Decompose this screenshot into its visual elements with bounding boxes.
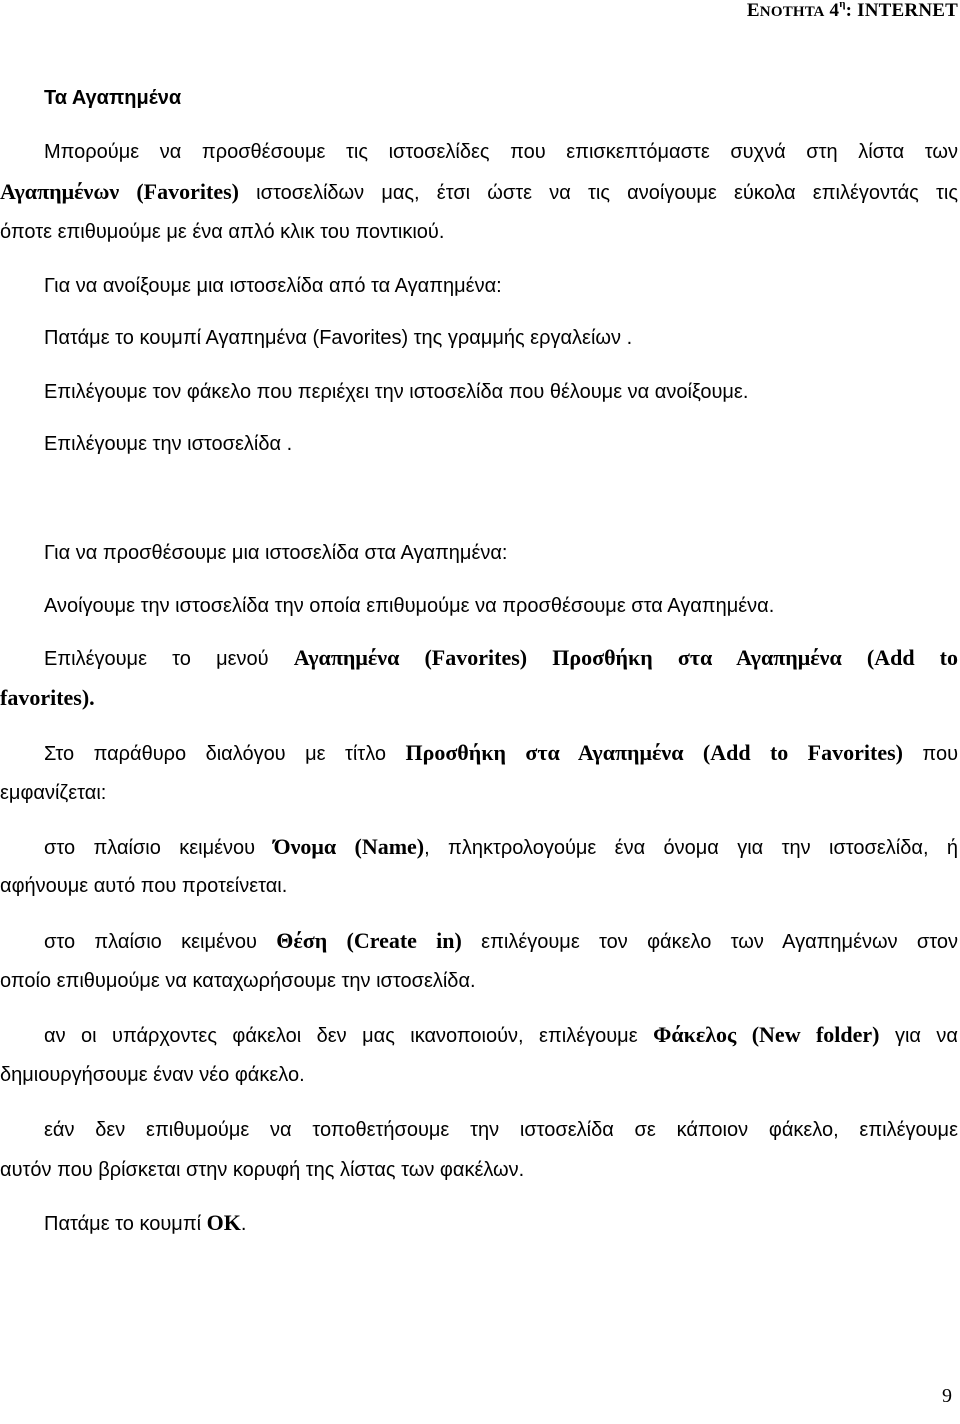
location-item-line-2: οποίο επιθυμούμε να καταχωρήσουμε την ιστοσελίδα. [0, 970, 476, 992]
location-item-text-end: επιλέγουμε τον φάκελο των Αγαπημένων στον [461, 931, 958, 953]
folder-item-line-1 [44, 1023, 958, 1048]
add-step-2-text: Επιλέγουμε το μενού [44, 648, 294, 670]
header-part2: ΝΟΤΗΤΑ [759, 4, 825, 20]
open-step-2: Επιλέγουμε τον φάκελο που περιέχει την ιστοσελίδα που θέλουμε να ανοίξουμε. [44, 381, 749, 403]
folder-item-text: αν οι υπάρχοντες φάκελοι δεν μας ικανοποιούν, επιλέγουμε [44, 1025, 654, 1047]
name-item-line-2: αφήνουμε αυτό που προτείνεται. [0, 875, 288, 897]
intro-line-2-rest: ιστοσελίδων μας, έτσι ώστε να τις ανοίγουμε εύκολα επιλέγοντάς τις [238, 182, 958, 204]
add-step-2-menu-path: Αγαπημένα (Favorites) Προσθήκη στα Αγαπημένα (Add to [293, 645, 958, 670]
new-folder-term: Φάκελος (New folder) [653, 1022, 880, 1047]
section-title: Τα Αγαπημένα [44, 87, 182, 109]
add-step-3-text-end: που [902, 743, 959, 765]
name-item-line-1 [44, 835, 958, 860]
add-step-2-menu-end: favorites). [0, 685, 95, 710]
add-step-2-line-2 [0, 686, 95, 711]
add-heading: Για να προσθέσουμε μια ιστοσελίδα στα Αγαπημένα: [44, 542, 508, 564]
folder-item-text-end: για να [879, 1025, 958, 1047]
top-item-line-1: εάν δεν επιθυμούμε να τοποθετήσουμε την ιστοσελίδα σε κάποιον φάκελο, επιλέγουμε [44, 1119, 958, 1141]
page-number: 9 [942, 1385, 952, 1407]
add-step-2-line-1 [44, 646, 958, 671]
add-step-3-dialog-title: Προσθήκη στα Αγαπημένα (Add to Favorites) [405, 740, 903, 765]
location-item-text: στο πλαίσιο κειμένου [44, 931, 277, 953]
name-item-text: στο πλαίσιο κειμένου [44, 837, 274, 859]
intro-line-3: όποτε επιθυμούμε με ένα απλό κλικ του ποντικιού. [0, 221, 445, 243]
add-step-3-line-1 [44, 741, 958, 766]
open-step-1: Πατάμε το κουμπί Αγαπημένα (Favorites) της γραμμής εργαλείων . [44, 327, 633, 349]
intro-favorites-term: Αγαπημένων (Favorites) [0, 179, 239, 204]
folder-item-line-2: δημιουργήσουμε έναν νέο φάκελο. [0, 1064, 305, 1086]
open-heading: Για να ανοίξουμε μια ιστοσελίδα από τα Αγαπημένα: [44, 275, 502, 297]
header-part1: Ε [746, 0, 760, 21]
header-part4: : INTERNET [845, 0, 958, 21]
ok-item-period: . [240, 1213, 247, 1235]
add-step-1: Ανοίγουμε την ιστοσελίδα την οποία επιθυμούμε να προσθέσουμε στα Αγαπημένα. [44, 595, 775, 617]
ok-button-term: OK [206, 1210, 241, 1235]
ok-item [44, 1211, 246, 1236]
top-item-line-2: αυτόν που βρίσκεται στην κορυφή της λίστας των φακέλων. [0, 1159, 525, 1181]
header-sup: η [839, 0, 846, 10]
header-part3: 4 [829, 0, 840, 21]
ok-item-text: Πατάμε το κουμπί [44, 1213, 207, 1235]
intro-line-2 [0, 180, 958, 205]
create-in-term: Θέση (Create in) [276, 928, 462, 953]
name-field-term: Όνομα (Name) [273, 834, 425, 859]
name-item-text-end: , πληκτρολογούμε ένα όνομα για την ιστοσελίδα, ή [424, 837, 958, 859]
location-item-line-1 [44, 929, 958, 954]
open-step-3: Επιλέγουμε την ιστοσελίδα . [44, 433, 293, 455]
intro-line-1: Μπορούμε να προσθέσουμε τις ιστοσελίδες που επισκεπτόμαστε συχνά στη λίστα των [44, 141, 958, 163]
add-step-3-line-2: εμφανίζεται: [0, 782, 107, 804]
add-step-3-text: Στο παράθυρο διαλόγου με τίτλο [44, 743, 406, 765]
page-header [747, 0, 958, 22]
